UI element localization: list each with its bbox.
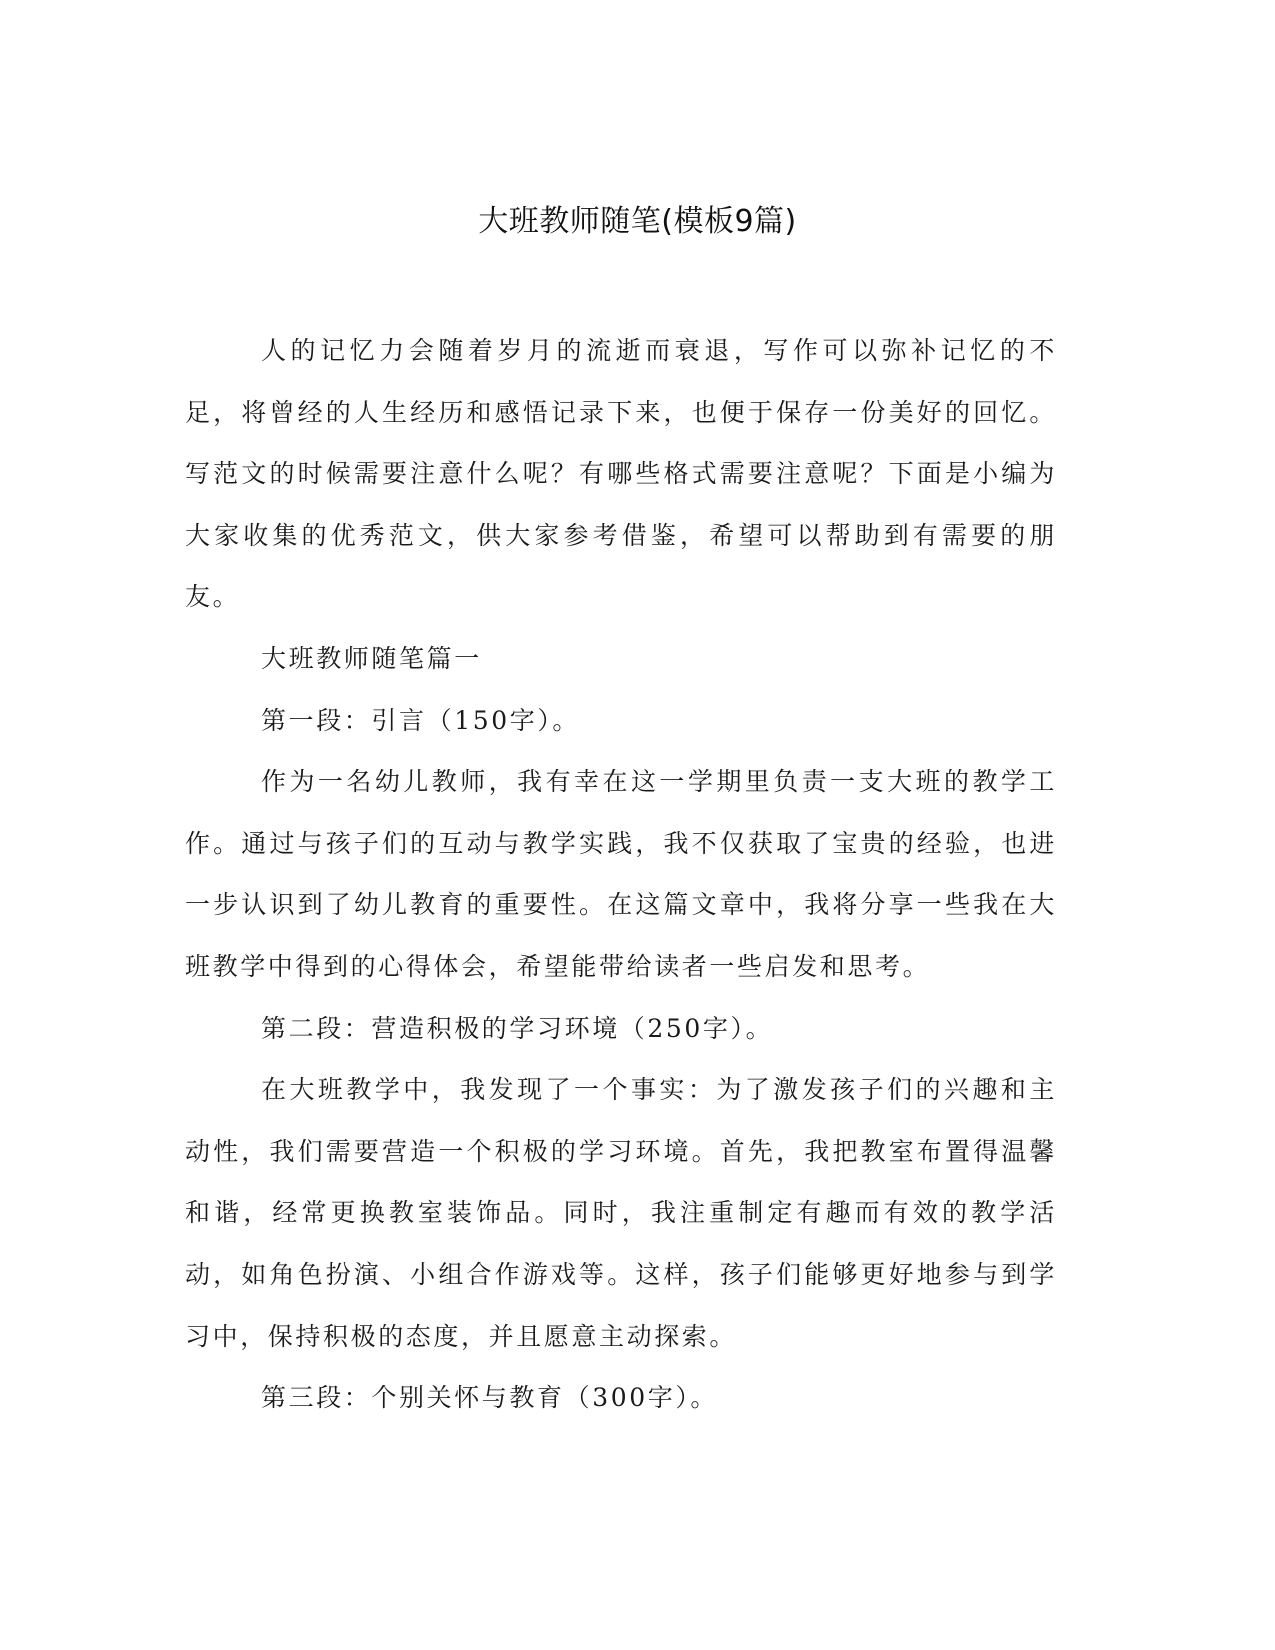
document-title: 大班教师随笔(模板9篇): [478, 204, 797, 239]
body-paragraph: 作为一名幼儿教师，我有幸在这一学期里负责一支大班的教学工作。通过与孩子们的互动与教学实践，我不仅获取了宝贵的经验，也进一步认识到了幼儿教育的重要性。在这篇文章中，我将分享一些我在大班教学中得到的心得体会，希望能带给读者一些启发和思考。: [185, 767, 1057, 981]
subsection-heading: 第三段：个别关怀与教育（300字）。: [261, 1383, 719, 1413]
intro-paragraph: 人的记忆力会随着岁月的流逝而衰退，写作可以弥补记忆的不足，将曾经的人生经历和感悟记录下来，也便于保存一份美好的回忆。写范文的时候需要注意什么呢？有哪些格式需要注意呢？下面是小编为大家收集的优秀范文，供大家参考借鉴，希望可以帮助到有需要的朋友。: [185, 336, 1057, 612]
subsection-heading: 第一段：引言（150字）。: [261, 705, 581, 735]
body-paragraph: 在大班教学中，我发现了一个事实：为了激发孩子们的兴趣和主动性，我们需要营造一个积极的学习环境。首先，我把教室布置得温馨和谐，经常更换教室装饰品。同时，我注重制定有趣而有效的教学活动，如角色扮演、小组合作游戏等。这样，孩子们能够更好地参与到学习中，保持积极的态度，并且愿意主动探索。: [185, 1075, 1057, 1351]
subsection-heading: 第二段：营造积极的学习环境（250字）。: [261, 1013, 774, 1043]
document-body: [185, 320, 1057, 1429]
section-heading: 大班教师随笔篇一: [261, 643, 482, 673]
